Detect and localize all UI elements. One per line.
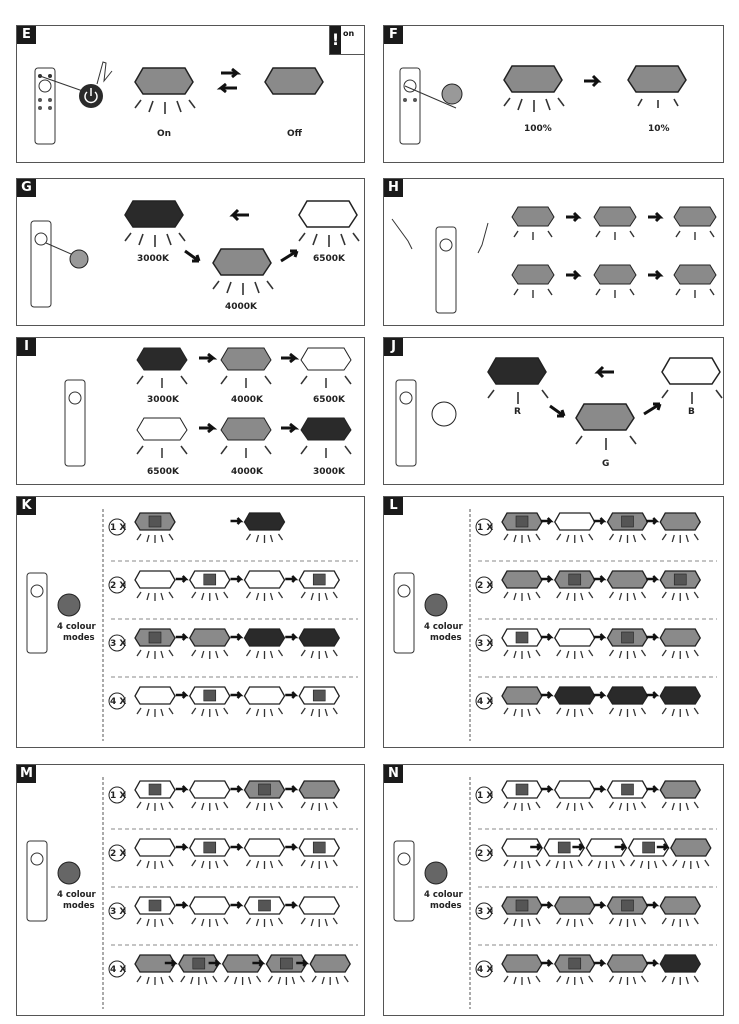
- panel-label: M: [17, 765, 36, 783]
- colour-mode-button-icon: [58, 594, 80, 616]
- panel-l-illustration: [384, 497, 725, 749]
- arrow-right-icon: [285, 786, 295, 792]
- mode-row: [476, 629, 700, 659]
- rgb-r-label: R: [514, 407, 521, 417]
- arrow-right-icon: [541, 902, 551, 908]
- arrow-right-icon: [646, 576, 656, 582]
- arrow-down-right-icon: [550, 406, 564, 416]
- lamp-icon: [245, 571, 285, 601]
- arrow-right-icon: [541, 576, 551, 582]
- lamp-icon: [608, 687, 648, 717]
- lamp-icon: [608, 955, 648, 985]
- lamp-icon: [555, 897, 595, 927]
- lamp-icon: [299, 629, 339, 659]
- lamp-icon: [502, 897, 542, 927]
- panel-l: [383, 496, 724, 748]
- panel-m-illustration: [17, 765, 366, 1017]
- lamp-icon: [245, 897, 285, 927]
- arrow-down-right-icon: [185, 251, 199, 261]
- modes-label-line1: 4 colour: [424, 622, 463, 632]
- lamp-icon: [299, 687, 339, 717]
- lamp-icon: [245, 687, 285, 717]
- row2-label-6500k: 6500K: [147, 467, 180, 477]
- mode-row: [109, 513, 285, 543]
- remote-control: [396, 380, 416, 466]
- temp-6500k-label: 6500K: [313, 254, 346, 264]
- lamp-off: [265, 68, 323, 94]
- row1-label-3000k: 3000K: [147, 395, 180, 405]
- colour-mode-button-icon: [58, 862, 80, 884]
- arrow-right-icon: [594, 960, 604, 966]
- lamp-icon: [608, 629, 648, 659]
- arrow-right-icon: [541, 960, 551, 966]
- row1-label-4000k: 4000K: [231, 395, 264, 405]
- arrow-right-icon: [285, 902, 295, 908]
- arrow-right-icon: [285, 692, 295, 698]
- lamp-icon: [608, 781, 648, 811]
- press-count-label: 4 X: [477, 965, 494, 975]
- arrow-right-icon: [176, 786, 186, 792]
- lamp-icon: [660, 571, 700, 601]
- remote-control: [27, 573, 47, 653]
- off-label: Off: [287, 129, 302, 139]
- mode-row: [109, 571, 339, 601]
- press-count-label: 3 X: [477, 639, 494, 649]
- toggle-arrows-icon: [221, 69, 237, 92]
- press-count-label: 3 X: [110, 639, 127, 649]
- mode-row: [109, 781, 339, 811]
- arrow-right-icon: [594, 634, 604, 640]
- remote-control: [394, 573, 414, 653]
- lamp-icon: [660, 629, 700, 659]
- lamp-icon: [555, 687, 595, 717]
- mode-row: [476, 571, 700, 601]
- lamp-row-1: [512, 207, 716, 240]
- colour-mode-button-icon: [425, 594, 447, 616]
- remote-control: [27, 841, 47, 921]
- lamp-icon: [608, 571, 648, 601]
- panel-k: [16, 496, 365, 748]
- mode-row: [109, 955, 350, 985]
- on-label: On: [157, 129, 172, 139]
- press-count-label: 3 X: [477, 907, 494, 917]
- panel-label: L: [384, 497, 403, 515]
- lamp-3000k: [125, 201, 185, 247]
- lamp-icon: [660, 781, 700, 811]
- panel-label: N: [384, 765, 403, 783]
- panel-k-illustration: [17, 497, 366, 749]
- press-count-label: 1 X: [477, 791, 494, 801]
- remote-control: [400, 68, 456, 144]
- panel-e: [16, 25, 365, 163]
- temp-4000k-label: 4000K: [225, 302, 258, 312]
- arrow-right-icon: [594, 786, 604, 792]
- lamp-icon: [660, 687, 700, 717]
- lamp-icon: [502, 839, 542, 869]
- press-count-label: 4 X: [477, 697, 494, 707]
- mode-row: [476, 839, 711, 869]
- press-count-label: 2 X: [477, 849, 494, 859]
- modes-label-line1: 4 colour: [57, 622, 96, 632]
- mode-row: [109, 897, 339, 927]
- arrow-right-icon: [231, 786, 241, 792]
- press-count-label: 2 X: [110, 581, 127, 591]
- arrow-right-icon: [176, 634, 186, 640]
- arrow-right-icon: [285, 576, 295, 582]
- lamp-icon: [660, 513, 700, 543]
- arrow-right-icon: [646, 692, 656, 698]
- lamp-icon: [502, 513, 542, 543]
- arrow-right-icon: [231, 844, 241, 850]
- lamp-icon: [190, 687, 230, 717]
- arrow-right-icon: [646, 518, 656, 524]
- panel-h: [383, 178, 724, 326]
- lamp-icon: [190, 629, 230, 659]
- remote-control: [65, 380, 85, 466]
- arrow-right-icon: [594, 902, 604, 908]
- lamp-icon: [629, 839, 669, 869]
- lamp-icon: [135, 629, 175, 659]
- arrow-right-icon: [584, 76, 598, 86]
- arrow-right-icon: [594, 576, 604, 582]
- arrow-right-icon: [231, 902, 241, 908]
- mode-row: [109, 687, 339, 717]
- lamp-icon: [190, 571, 230, 601]
- lamp-icon: [555, 571, 595, 601]
- lamp-icon: [245, 839, 285, 869]
- lamp-icon: [135, 839, 175, 869]
- panel-f: [383, 25, 724, 163]
- lamp-icon: [245, 513, 285, 543]
- lamp-row-2: [512, 265, 716, 298]
- lamp-icon: [135, 513, 175, 543]
- arrow-up-right-icon: [281, 251, 297, 261]
- panel-m: [16, 764, 365, 1016]
- panel-h-illustration: [384, 179, 725, 327]
- press-count-label: 1 X: [110, 791, 127, 801]
- lamp-icon: [544, 839, 584, 869]
- panel-label: F: [384, 26, 403, 44]
- hand-icon: [97, 62, 112, 84]
- modes-label-line1: 4 colour: [57, 890, 96, 900]
- panel-n: [383, 764, 724, 1016]
- lamp-icon: [555, 629, 595, 659]
- arrow-right-icon: [176, 576, 186, 582]
- lamp-on: [135, 68, 195, 114]
- rgb-button-icon: [432, 402, 456, 426]
- lamp-icon: [245, 629, 285, 659]
- lamp-icon: [135, 781, 175, 811]
- arrow-up-right-icon: [644, 404, 660, 414]
- panel-g-illustration: [17, 179, 366, 327]
- arrow-right-icon: [646, 960, 656, 966]
- lamp-icon: [135, 571, 175, 601]
- arrow-right-icon: [541, 518, 551, 524]
- lamp-icon: [502, 629, 542, 659]
- lamp-icon: [135, 687, 175, 717]
- rgb-g-label: G: [602, 459, 610, 469]
- lamp-icon: [502, 955, 542, 985]
- panel-j: [383, 337, 724, 485]
- arrow-right-icon: [594, 518, 604, 524]
- panel-label: G: [17, 179, 36, 197]
- lamp-blue: [662, 358, 722, 404]
- arrow-right-icon: [231, 634, 241, 640]
- lamp-6500k: [299, 201, 359, 247]
- arrow-right-icon: [646, 786, 656, 792]
- modes-label-line1: 4 colour: [424, 890, 463, 900]
- mode-row: [476, 513, 700, 543]
- mode-row: [109, 839, 339, 869]
- lamp-icon: [299, 839, 339, 869]
- lamp-row-1: [137, 348, 351, 405]
- lamp-icon: [555, 513, 595, 543]
- press-count-label: 3 X: [110, 907, 127, 917]
- dimmer-button-icon: [442, 84, 462, 104]
- lamp-icon: [245, 781, 285, 811]
- press-count-label: 2 X: [110, 849, 127, 859]
- lamp-icon: [671, 839, 711, 869]
- lamp-icon: [608, 513, 648, 543]
- lamp-icon: [502, 571, 542, 601]
- lamp-icon: [502, 781, 542, 811]
- temp-3000k-label: 3000K: [137, 254, 170, 264]
- brightness-100-label: 100%: [524, 124, 552, 134]
- brightness-10-label: 10%: [648, 124, 670, 134]
- press-count-label: 1 X: [110, 523, 127, 533]
- arrow-right-icon: [231, 518, 241, 524]
- lamp-icon: [299, 781, 339, 811]
- arrow-left-icon: [598, 367, 614, 377]
- arrow-right-icon: [176, 692, 186, 698]
- panel-j-illustration: [384, 338, 725, 486]
- mode-row: [109, 629, 339, 659]
- panel-label: K: [17, 497, 36, 515]
- modes-label-line2: modes: [430, 633, 462, 643]
- arrow-right-icon: [231, 692, 241, 698]
- lamp-green: [576, 404, 636, 450]
- press-count-label: 4 X: [110, 697, 127, 707]
- mode-row: [476, 955, 700, 985]
- mode-row: [476, 897, 700, 927]
- lamp-icon: [179, 955, 219, 985]
- lamp-icon: [190, 781, 230, 811]
- lamp-bright: [504, 66, 564, 112]
- panel-i: [16, 337, 365, 485]
- lamp-icon: [266, 955, 306, 985]
- lamp-icon: [660, 955, 700, 985]
- lamp-icon: [660, 897, 700, 927]
- panel-label: H: [384, 179, 403, 197]
- remote-control: [394, 841, 414, 921]
- panel-g: [16, 178, 365, 326]
- colour-temp-button-icon: [70, 250, 88, 268]
- panel-i-illustration: [17, 338, 366, 486]
- lamp-icon: [299, 897, 339, 927]
- panel-n-illustration: [384, 765, 725, 1017]
- arrow-right-icon: [541, 634, 551, 640]
- panel-label: J: [384, 338, 403, 356]
- row2-label-4000k: 4000K: [231, 467, 264, 477]
- arrow-right-icon: [541, 786, 551, 792]
- arrow-left-icon: [233, 210, 249, 220]
- modes-label-line2: modes: [63, 901, 95, 911]
- lamp-icon: [555, 955, 595, 985]
- panel-f-illustration: [384, 26, 725, 164]
- rgb-b-label: B: [688, 407, 695, 417]
- modes-label-line2: modes: [63, 633, 95, 643]
- mode-row: [476, 687, 700, 717]
- mode-row: [476, 781, 700, 811]
- arrow-right-icon: [646, 902, 656, 908]
- lamp-icon: [135, 955, 175, 985]
- lamp-icon: [135, 897, 175, 927]
- lamp-row-2: [137, 418, 351, 477]
- lamp-icon: [223, 955, 263, 985]
- remote-control: [436, 227, 456, 313]
- arrow-right-icon: [285, 634, 295, 640]
- lamp-icon: [190, 839, 230, 869]
- row2-label-3000k: 3000K: [313, 467, 346, 477]
- colour-mode-button-icon: [425, 862, 447, 884]
- hand-right-icon: [478, 223, 488, 253]
- arrow-right-icon: [176, 902, 186, 908]
- arrow-right-icon: [646, 634, 656, 640]
- panel-label: I: [17, 338, 36, 356]
- lamp-icon: [555, 781, 595, 811]
- arrow-right-icon: [231, 576, 241, 582]
- press-count-label: 1 X: [477, 523, 494, 533]
- lamp-icon: [299, 571, 339, 601]
- lamp-icon: [608, 897, 648, 927]
- press-count-label: 4 X: [110, 965, 127, 975]
- warning-on-label: on: [343, 29, 355, 38]
- lamp-icon: [310, 955, 350, 985]
- lamp-dim: [628, 66, 686, 108]
- press-count-label: 2 X: [477, 581, 494, 591]
- lamp-icon: [190, 897, 230, 927]
- lamp-4000k: [213, 249, 273, 295]
- lamp-icon: [502, 687, 542, 717]
- arrow-right-icon: [594, 692, 604, 698]
- warning-icon: !: [330, 26, 341, 54]
- lamp-red: [488, 358, 548, 404]
- arrow-right-icon: [285, 844, 295, 850]
- lamp-icon: [586, 839, 626, 869]
- modes-label-line2: modes: [430, 901, 462, 911]
- row1-label-6500k: 6500K: [313, 395, 346, 405]
- panel-label: E: [17, 26, 36, 44]
- hand-left-icon: [392, 219, 412, 249]
- panel-e-illustration: [17, 26, 366, 164]
- arrow-right-icon: [541, 692, 551, 698]
- arrow-right-icon: [176, 844, 186, 850]
